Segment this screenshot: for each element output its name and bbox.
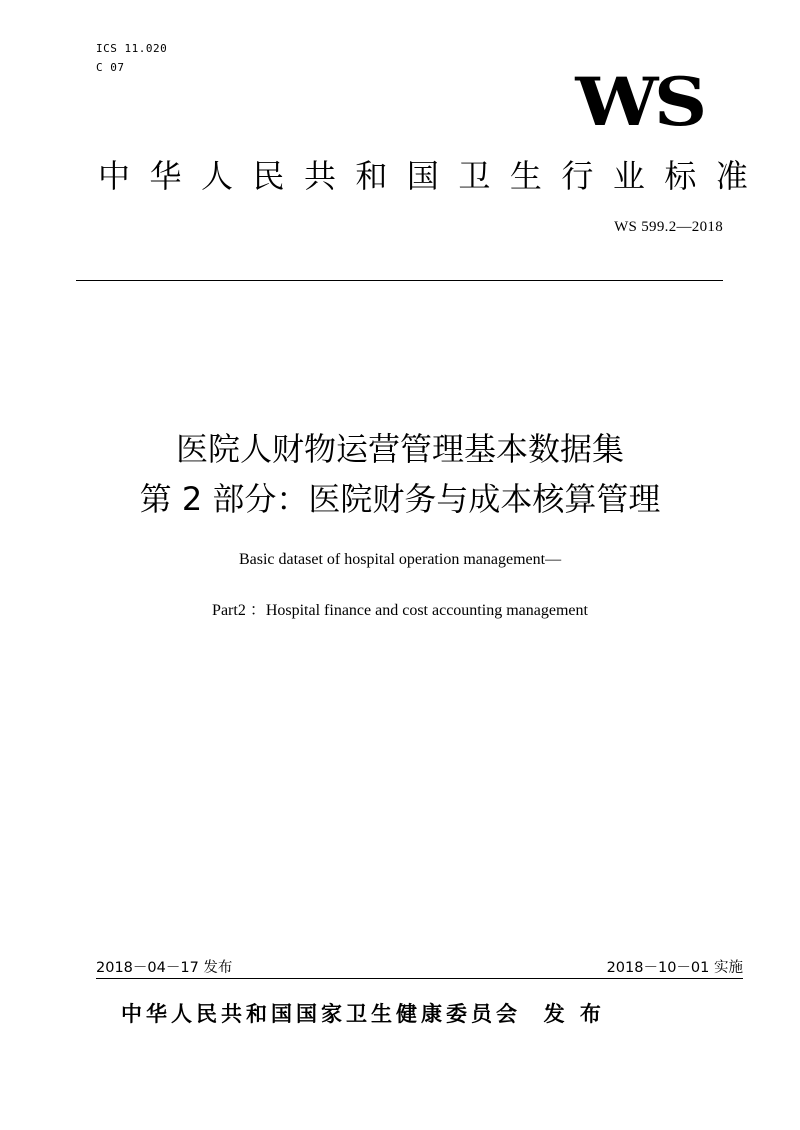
issuer-char: 生 <box>509 157 542 195</box>
ccs-code: C 07 <box>96 61 125 74</box>
publish-date: 2018－04－17 发布 <box>96 960 233 976</box>
issuer-char: 行 <box>561 157 594 195</box>
issuer-char: 业 <box>612 157 645 195</box>
ics-code: ICS 11.020 <box>96 42 168 55</box>
issuer-char: 准 <box>715 157 748 195</box>
issuer-char: 中 <box>98 157 131 195</box>
issuer-char: 华 <box>149 157 182 195</box>
title-cn-line1: 医院人财物运营管理基本数据集 <box>175 430 624 468</box>
issuer-char: 共 <box>303 157 336 195</box>
issuer-char: 卫 <box>458 157 491 195</box>
issuer-heading <box>98 156 748 196</box>
header-divider <box>76 280 723 281</box>
ws-logo: WS <box>575 63 703 141</box>
issuer-char: 民 <box>252 157 285 195</box>
issuer-char: 标 <box>664 157 697 195</box>
standard-number: WS 599.2—2018 <box>614 219 723 235</box>
issuer-char: 和 <box>355 157 388 195</box>
implementation-date: 2018－10－01 实施 <box>606 960 743 976</box>
issuer-char: 国 <box>406 157 439 195</box>
title-en-line2: Part2 ：Hospital finance and cost accounting management <box>212 602 588 619</box>
publisher: 中华人民共和国国家卫生健康委员会 发 布 <box>121 1002 605 1026</box>
title-en-line1: Basic dataset of hospital operation management— <box>238 551 562 568</box>
footer-divider <box>96 978 743 979</box>
issuer-char: 人 <box>200 157 233 195</box>
title-cn-line2: 第 2 部分：医院财务与成本核算管理 <box>139 480 661 518</box>
